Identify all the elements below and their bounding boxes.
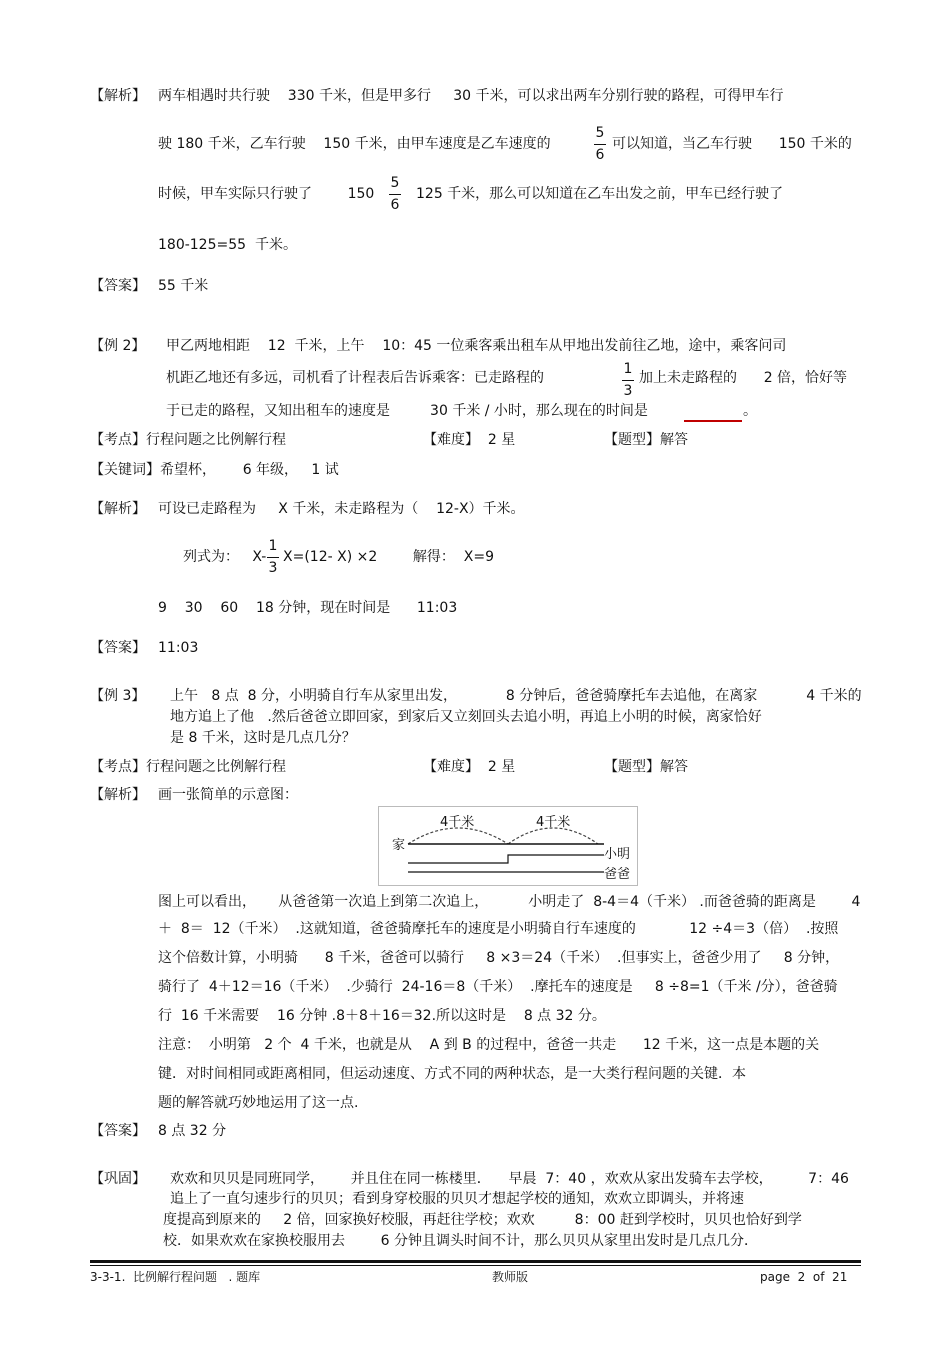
example-tag: 【例 2】 bbox=[90, 338, 146, 354]
keywords-label: 【关键词】希望杯， 6 年级， 1 试 bbox=[90, 462, 339, 478]
analysis-line: 9 30 60 18 分钟，现在时间是 11:03 bbox=[158, 600, 458, 616]
answer-text: 11:03 bbox=[158, 640, 199, 656]
fraction-numerator: 1 bbox=[623, 361, 633, 377]
example-line: 甲乙两地相距 12 千米，上午 10：45 一位乘客乘出租车从甲地出发前往乙地，途中，乘客问司 bbox=[166, 338, 787, 354]
analysis-line: X=(12- X) ×2 解得： X=9 bbox=[283, 549, 494, 565]
fraction-bar bbox=[389, 194, 401, 195]
analysis-line: 画一张简单的示意图： bbox=[158, 787, 298, 803]
fraction-denominator: 6 bbox=[390, 197, 400, 213]
example-line: 是 8 千米，这时是几点几分？ bbox=[170, 730, 356, 746]
analysis-line: 可设已走路程为 X 千米，未走路程为（ 12-X）千米。 bbox=[158, 501, 525, 517]
analysis-line: 图上可以看出， 从爸爸第一次追上到第二次追上， 小明走了 8-4＝4（千米） .而爸爸骑的距离是 4 bbox=[158, 894, 861, 910]
answer-tag: 【答案】 bbox=[90, 1123, 146, 1139]
analysis-line: ＋ 8＝ 12（千米） .这就知道，爸爸骑摩托车的速度是小明骑自行车速度的 12 ÷4＝3（倍） .按照 bbox=[158, 921, 839, 937]
topic-label: 【考点】行程问题之比例解行程 bbox=[90, 759, 286, 775]
fraction-bar bbox=[594, 144, 606, 145]
analysis-tag: 【解析】 bbox=[90, 787, 146, 803]
example-line: 地方追上了他 .然后爸爸立即回家，到家后又立刻回头去追小明，再追上小明的时候，离家恰好 bbox=[170, 709, 762, 725]
analysis-line: 骑行了 4＋12＝16（千米） .少骑行 24-16＝8（千米） .摩托车的速度是 8 ÷8=1（千米 /分），爸爸骑 bbox=[158, 979, 838, 995]
footer-edition: 教师版 bbox=[492, 1270, 529, 1284]
analysis-line: 时候，甲车实际只行驶了 150 bbox=[158, 186, 375, 202]
example-line: 加上未走路程的 2 倍，恰好等 bbox=[639, 370, 848, 386]
fraction-numerator: 5 bbox=[390, 175, 400, 191]
analysis-line: 驶 180 千米，乙车行驶 150 千米，由甲车速度是乙车速度的 bbox=[158, 136, 551, 152]
analysis-tag: 【解析】 bbox=[90, 501, 146, 517]
fraction-numerator: 1 bbox=[268, 538, 278, 554]
footer-rule-thin bbox=[90, 1265, 861, 1266]
analysis-tag: 【解析】 bbox=[90, 88, 146, 104]
example-line: 机距乙地还有多远，司机看了计程表后告诉乘客：已走路程的 bbox=[166, 370, 544, 386]
fraction bbox=[388, 176, 402, 214]
difficulty-label: 【难度】 2 星 bbox=[423, 432, 516, 448]
fraction-denominator: 3 bbox=[268, 560, 278, 576]
analysis-line: 180-125=55 千米。 bbox=[158, 237, 297, 253]
answer-tag: 【答案】 bbox=[90, 640, 146, 656]
analysis-line: 键．对时间相同或距离相同，但运动速度、方式不同的两种状态，是一大类行程问题的关键．本 bbox=[158, 1066, 746, 1082]
label-segment-1: 4千米 bbox=[440, 815, 475, 830]
answer-text: 55 千米 bbox=[158, 278, 209, 294]
footer-source: 3-3-1. 比例解行程问题 . 题库 bbox=[90, 1270, 261, 1284]
analysis-line: 这个倍数计算，小明骑 8 千米，爸爸可以骑行 8 ×3＝24（千米） .但事实上，爸爸少用了 8 分钟， bbox=[158, 950, 840, 966]
analysis-line: 可以知道，当乙车行驶 150 千米的 bbox=[612, 136, 852, 152]
question-type-label: 【题型】解答 bbox=[604, 432, 688, 448]
fraction-bar bbox=[267, 557, 279, 558]
fraction-denominator: 6 bbox=[595, 147, 605, 163]
example-line: 上午 8 点 8 分，小明骑自行车从家里出发， 8 分钟后，爸爸骑摩托车去追他，在离家 4 千米的 bbox=[170, 688, 862, 704]
example-tag: 【例 3】 bbox=[90, 688, 146, 704]
analysis-line: 两车相遇时共行驶 330 千米，但是甲多行 30 千米，可以求出两车分别行驶的路程，可得甲车行 bbox=[158, 88, 784, 104]
answer-blank bbox=[684, 420, 742, 422]
example-line: 于已走的路程，又知出租车的速度是 30 千米 / 小时，那么现在的时间是 bbox=[166, 403, 648, 419]
practice-line: 校．如果欢欢在家换校服用去 6 分钟且调头时间不计，那么贝贝从家里出发时是几点几分． bbox=[163, 1233, 758, 1249]
analysis-line: 125 千米，那么可以知道在乙车出发之前，甲车已经行驶了 bbox=[416, 186, 784, 202]
fraction-bar bbox=[622, 380, 634, 381]
fraction bbox=[593, 126, 607, 164]
practice-tag: 【巩固】 bbox=[90, 1171, 146, 1187]
fraction-denominator: 3 bbox=[623, 383, 633, 399]
motion-diagram bbox=[378, 806, 638, 886]
answer-text: 8 点 32 分 bbox=[158, 1123, 227, 1139]
fraction-numerator: 5 bbox=[595, 125, 605, 141]
practice-line: 欢欢和贝贝是同班同学， 并且住在同一栋楼里． 早晨 7：40 ，欢欢从家出发骑车去学校， 7：46 bbox=[170, 1171, 849, 1187]
label-baba: 爸爸 bbox=[604, 867, 631, 882]
question-type-label: 【题型】解答 bbox=[604, 759, 688, 775]
fraction bbox=[621, 362, 635, 400]
analysis-line: 行 16 千米需要 16 分钟 .8＋8＋16＝32.所以这时是 8 点 32 分。 bbox=[158, 1008, 606, 1024]
label-xiaoming: 小明 bbox=[604, 847, 631, 862]
difficulty-label: 【难度】 2 星 bbox=[423, 759, 516, 775]
label-segment-2: 4千米 bbox=[536, 815, 571, 830]
practice-line: 追上了一直匀速步行的贝贝；看到身穿校服的贝贝才想起学校的通知，欢欢立即调头，并将速 bbox=[170, 1191, 744, 1207]
footer-page-number: page 2 of 21 bbox=[760, 1270, 848, 1284]
analysis-line: 列式为： X- bbox=[183, 549, 267, 565]
topic-label: 【考点】行程问题之比例解行程 bbox=[90, 432, 286, 448]
footer-rule-thick bbox=[90, 1260, 861, 1263]
practice-line: 度提高到原来的 2 倍，回家换好校服，再赶往学校；欢欢 8：00 赶到学校时，贝贝也恰好到学 bbox=[163, 1212, 802, 1228]
analysis-line: 题的解答就巧妙地运用了这一点. bbox=[158, 1095, 359, 1111]
answer-tag: 【答案】 bbox=[90, 278, 146, 294]
analysis-line: 注意： 小明第 2 个 4 千米，也就是从 A 到 B 的过程中，爸爸一共走 12 千米，这一点是本题的关 bbox=[158, 1037, 820, 1053]
fraction bbox=[266, 539, 280, 577]
label-home: 家 bbox=[392, 838, 406, 853]
example-line: 。 bbox=[743, 403, 757, 419]
diagram-frame bbox=[379, 807, 638, 886]
